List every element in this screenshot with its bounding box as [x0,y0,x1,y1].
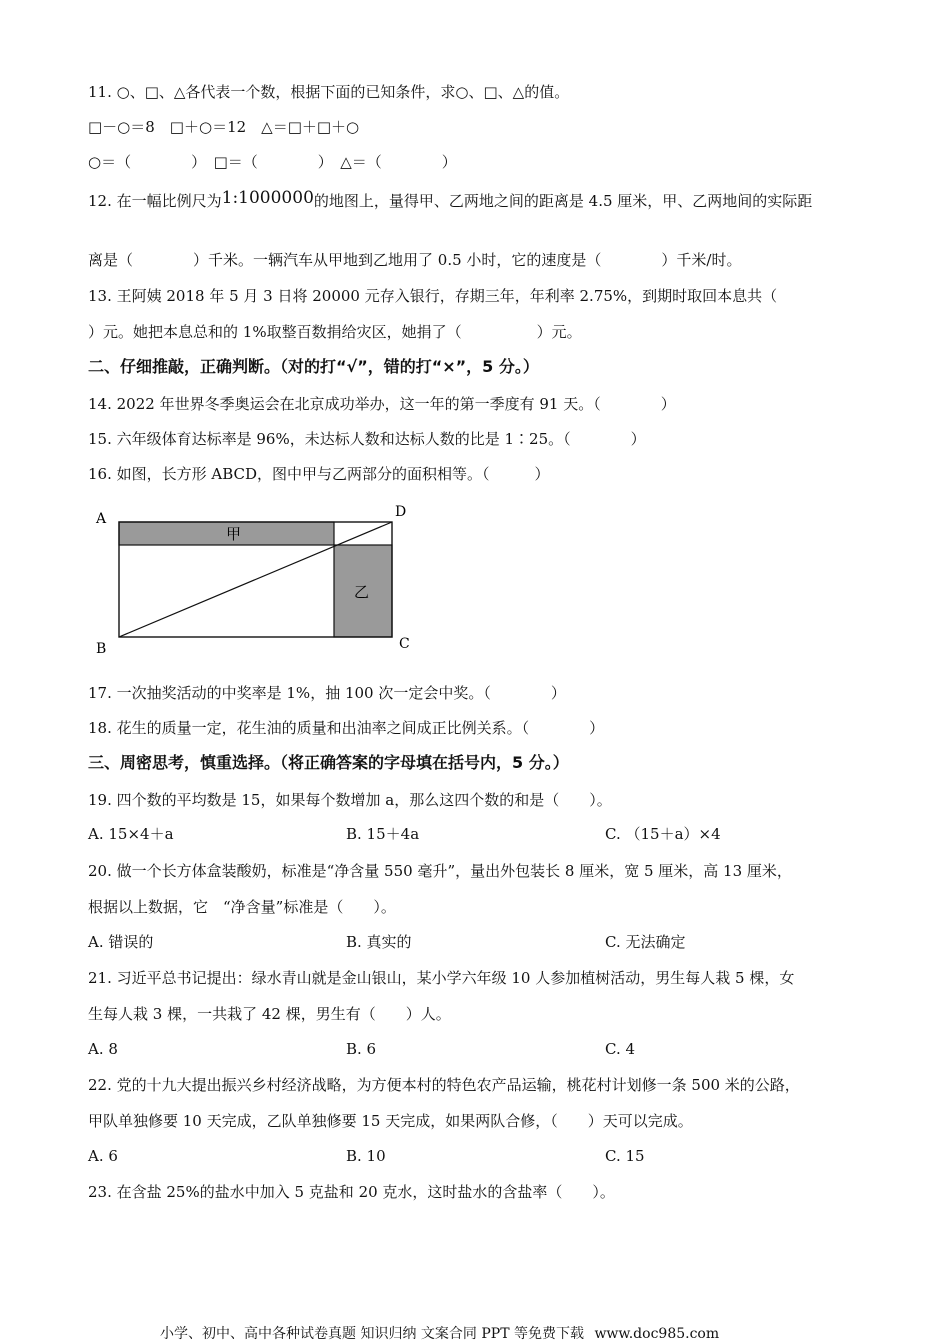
q20-option-a: A. 错误的 [88,933,154,951]
q21-option-a: A. 8 [88,1040,118,1058]
q20-line1: 20. 做一个长方体盒装酸奶，标准是“净含量 550 毫升”，量出外包装长 8 厘米，宽 5 厘米，高 13 厘米， [88,862,792,880]
q19-option-b: B. 15＋4a [346,825,420,843]
section2-heading: 二、仔细推敲，正确判断。（对的打“√”，错的打“×”，5 分。） [88,357,539,376]
q22-option-c: C. 15 [605,1147,645,1165]
q13-line2: ）元。她把本息总和的 1%取整百数捐给灾区，她捐了（ ）元。 [88,323,582,341]
q11-answers: ○＝（ ） □＝（ ） △＝（ ） [88,153,457,171]
label-yi: 乙 [354,583,370,601]
q12-part2: 的地图上，量得甲、乙两地之间的距离是 4.5 厘米，甲、乙两地间的实际距 [313,192,813,210]
q12-line1 [88,188,813,211]
q20-option-b: B. 真实的 [346,933,412,951]
q11-conditions: □－○＝8 □＋○＝12 △＝□＋□＋○ [88,118,360,136]
q15: 15. 六年级体育达标率是 96%，未达标人数和达标人数的比是 1∶25。（ ） [88,430,646,448]
q12-part1: 12. 在一幅比例尺为 [88,192,222,210]
label-c: C [399,636,410,652]
q19-option-c: C. （15＋a）×4 [605,825,721,843]
q20-option-c: C. 无法确定 [605,933,686,951]
footer-site-link[interactable]: www.doc985.com [594,1326,720,1342]
q16: 16. 如图，长方形 ABCD，图中甲与乙两部分的面积相等。（ ） [88,465,550,483]
q22-option-b: B. 10 [346,1147,386,1165]
q17: 17. 一次抽奖活动的中奖率是 1%，抽 100 次一定会中奖。（ ） [88,684,566,702]
label-a: A [96,511,107,527]
label-jia: 甲 [226,525,242,543]
q19-option-a: A. 15×4＋a [88,825,174,843]
q21-line2: 生每人栽 3 棵，一共栽了 42 棵，男生有（ ）人。 [88,1005,451,1023]
page-footer [160,1323,725,1343]
q12-line2: 离是（ ）千米。一辆汽车从甲地到乙地用了 0.5 小时，它的速度是（ ）千米/时。 [88,251,742,269]
q12-scale: 1:1000000 [221,188,314,208]
q22-line1: 22. 党的十九大提出振兴乡村经济战略，为方便本村的特色农产品运输，桃花村计划修一条 500 米的公路， [88,1076,800,1094]
q20-line2: 根据以上数据，它 “净含量”标准是（ ）。 [88,898,396,916]
q23: 23. 在含盐 25%的盐水中加入 5 克盐和 20 克水，这时盐水的含盐率（ ）。 [88,1183,615,1201]
q14: 14. 2022 年世界冬季奥运会在北京成功举办，这一年的第一季度有 91 天。（ ） [88,395,676,413]
footer-text: 小学、初中、高中各种试卷真题 知识归纳 文案合同 PPT 等免费下载 [160,1326,584,1342]
q18: 18. 花生的质量一定，花生油的质量和出油率之间成正比例关系。（ ） [88,719,605,737]
q22-line2: 甲队单独修要 10 天完成，乙队单独修要 15 天完成，如果两队合修，（ ）天可以完成。 [88,1112,693,1130]
q21-line1: 21. 习近平总书记提出：绿水青山就是金山银山，某小学六年级 10 人参加植树活动，男生每人栽 5 棵，女 [88,969,795,987]
label-b: B [96,641,107,657]
q13-line1: 13. 王阿姨 2018 年 5 月 3 日将 20000 元存入银行，存期三年，年利率 2.75%，到期时取回本息共（ [88,287,778,305]
q22-option-a: A. 6 [88,1147,118,1165]
q19-prompt: 19. 四个数的平均数是 15，如果每个数增加 a，那么这四个数的和是（ ）。 [88,791,612,809]
q21-option-b: B. 6 [346,1040,377,1058]
rectangle-abcd-figure [88,500,428,665]
label-d: D [395,504,407,520]
q11-prompt: 11. ○、□、△各代表一个数，根据下面的已知条件，求○、□、△的值。 [88,83,570,101]
q21-option-c: C. 4 [605,1040,636,1058]
section3-heading: 三、周密思考，慎重选择。（将正确答案的字母填在括号内，5 分。） [88,753,569,772]
